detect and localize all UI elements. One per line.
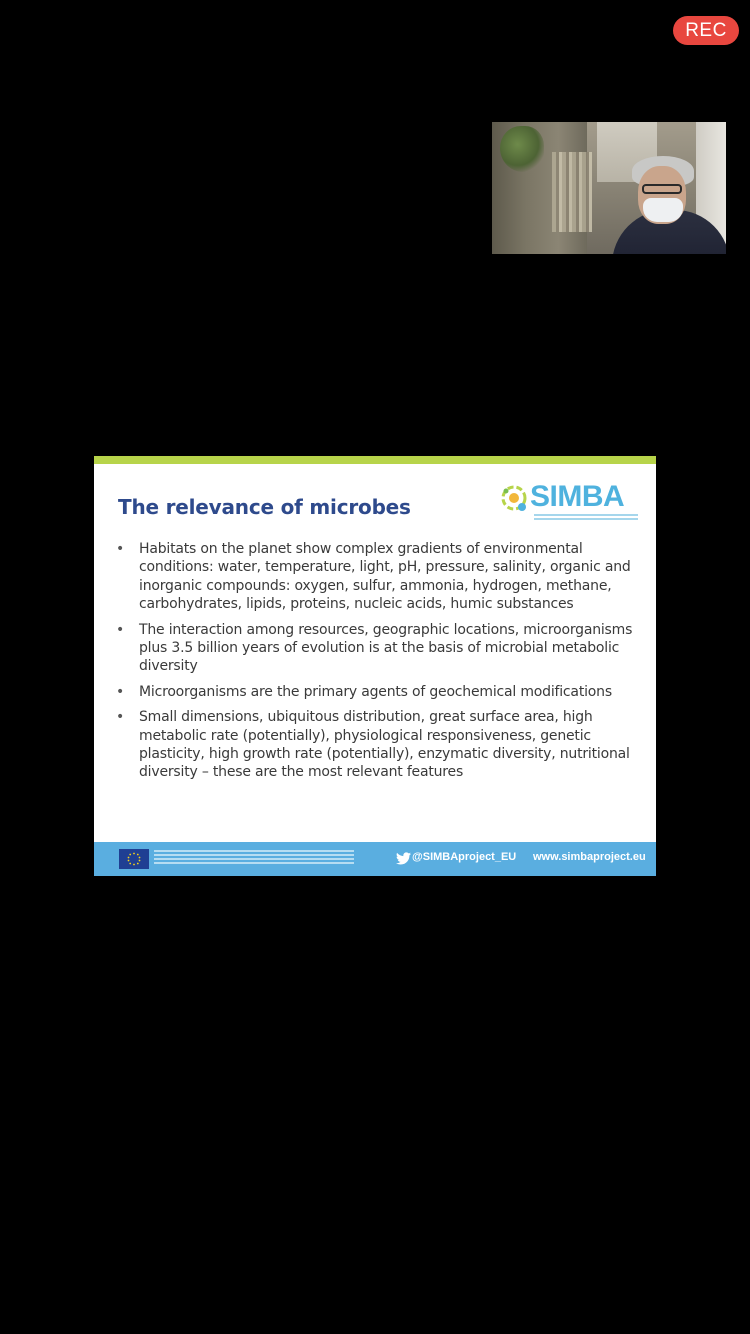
bullet-icon: • xyxy=(116,709,125,726)
slide-accent-bar xyxy=(94,456,656,464)
participant-face-mask xyxy=(643,198,683,222)
website-url: www.simbaproject.eu xyxy=(533,851,646,863)
bullet-icon: • xyxy=(116,621,125,638)
background-books xyxy=(552,152,592,232)
recording-badge[interactable]: REC xyxy=(673,16,739,45)
slide-title: The relevance of microbes xyxy=(118,495,411,519)
twitter-handle: @SIMBAproject_EU xyxy=(412,851,517,863)
simba-logo-text: SIMBA xyxy=(530,480,625,513)
bullet-item xyxy=(116,683,636,701)
bullet-item xyxy=(116,621,636,676)
bullet-icon: • xyxy=(116,683,125,700)
participant-glasses xyxy=(642,184,682,194)
bullet-item xyxy=(116,708,636,782)
bullet-icon: • xyxy=(116,541,125,557)
bullet-text: Habitats on the planet show complex gradients of environmental conditions: water, temperature, light, pH, pressure, salinity, organic and inorganic compounds: oxygen, sulfur, ammonia, hydrogen, methane, carbohydrates, lipids, proteins, nucleic acids, humic substances xyxy=(139,541,631,613)
funding-disclaimer-lines xyxy=(154,850,354,870)
simba-logo-icon xyxy=(498,482,530,514)
bullet-text: Microorganisms are the primary agents of geochemical modifications xyxy=(139,683,612,700)
background-plant xyxy=(500,126,544,172)
eu-flag-icon xyxy=(119,849,149,869)
slide-footer xyxy=(94,842,656,876)
simba-logo xyxy=(498,478,638,526)
participant-video-tile[interactable] xyxy=(492,122,726,254)
bullet-item xyxy=(116,540,636,614)
bullet-text: The interaction among resources, geographic locations, microorganisms plus 3.5 billion years of evolution is at the basis of microbial metabolic diversity xyxy=(139,621,633,675)
shared-slide xyxy=(94,456,656,876)
twitter-icon xyxy=(396,852,411,865)
slide-bullet-list xyxy=(116,540,636,789)
logo-tagline-lines xyxy=(534,514,638,524)
bullet-text: Small dimensions, ubiquitous distribution, great surface area, high metabolic rate (potentially), physiological responsiveness, genetic plasticity, high growth rate (potentially), enzymatic diversity, nutritional diversity – these are the most relevant features xyxy=(139,709,630,781)
